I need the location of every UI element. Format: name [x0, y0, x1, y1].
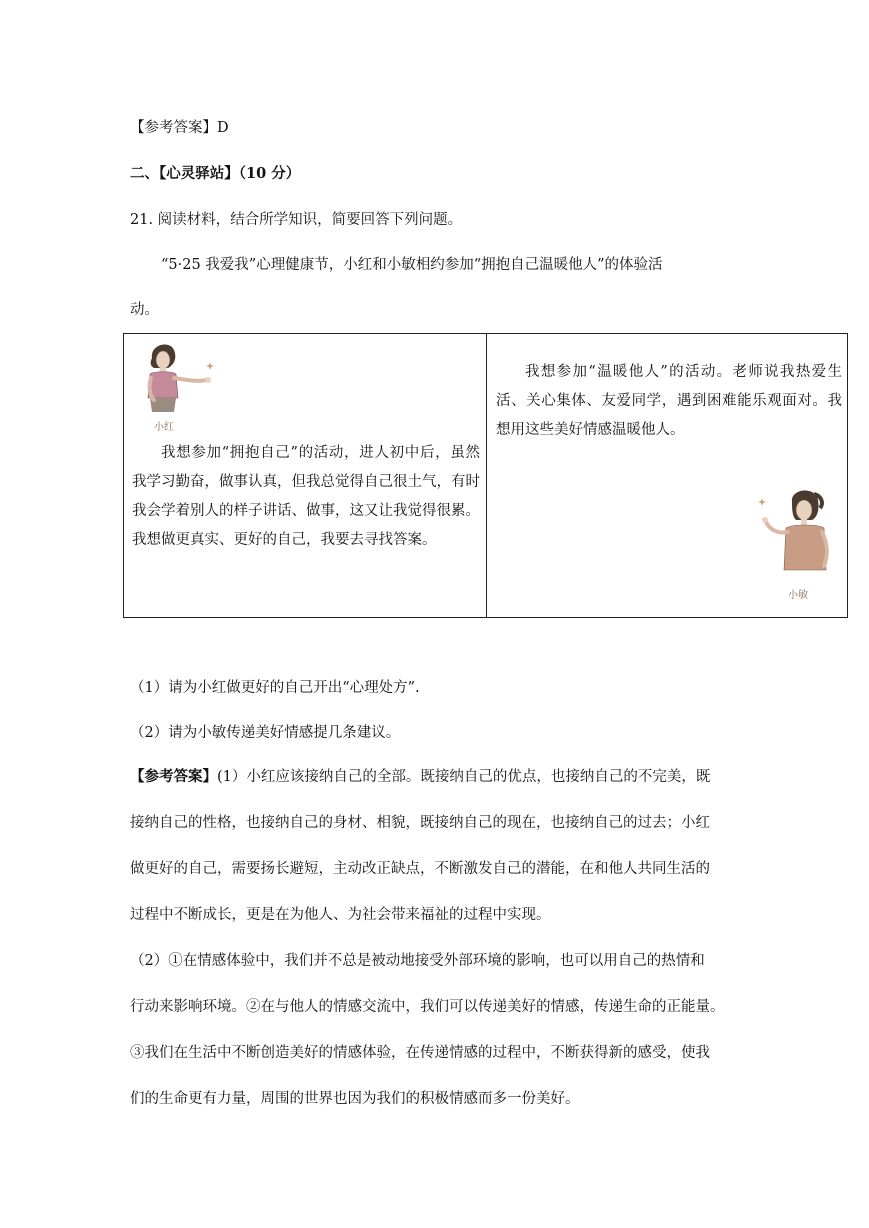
- answer-line-1: [130, 767, 710, 787]
- question-stem: 21. 阅读材料，结合所学知识，简要回答下列问题。: [130, 212, 463, 228]
- intro-line-2: 动。: [130, 302, 159, 318]
- answer-part2-line1: （2）①在情感体验中，我们并不总是被动地接受外部环境的影响，也可以用自己的热情和: [130, 953, 705, 969]
- passage-table: [123, 333, 848, 618]
- answer-part1-line2: 接纳自己的性格，也接纳自己的身材、相貌，既接纳自己的现在，也接纳自己的过去；小红: [130, 815, 710, 831]
- answer-label: 【参考答案】: [130, 768, 217, 785]
- xiaomin-text: 我想参加“温暖他人”的活动。老师说我热爱生活、关心集体、友爱同学，遇到困难能乐观面对。我想用这些美好情感温暖他人。: [496, 364, 842, 438]
- table-cell-xiaohong: [124, 334, 486, 617]
- answer-part1-line4: 过程中不断成长，更是在为他人、为社会带来福祉的过程中实现。: [130, 907, 551, 923]
- section-heading: [130, 164, 300, 184]
- answer-label: 【参考答案】: [130, 120, 217, 136]
- xiaohong-text: 我想参加“拥抱自己”的活动，进人初中后，虽然我学习勤奋，做事认真，但我总觉得自己很土气，有时我会学着别人的样子讲话、做事，这又让我觉得很累。我想做更真实、更好的自己，我要去寻找答案。: [132, 445, 480, 548]
- caption-xiaomin: 小敏: [788, 590, 808, 601]
- answer-part2-line4: 们的生命更有力量，周围的世界也因为我们的积极情感而多一份美好。: [130, 1091, 580, 1107]
- answer-part1-line1: (1）小红应该接纳自己的全部。既接纳自己的优点，也接纳自己的不完美，既: [217, 769, 711, 785]
- girl-illustration-xiaomin: [756, 486, 842, 598]
- answer-value: D: [217, 120, 229, 136]
- table-cell-xiaomin: [488, 334, 848, 617]
- answer-part2-line3: ③我们在生活中不断创造美好的情感体验，在传递情感的过程中，不断获得新的感受，使我: [130, 1045, 710, 1061]
- section-score: （10 分）: [238, 165, 301, 182]
- answer-part1-line3: 做更好的自己，需要扬长避短，主动改正缺点，不断激发自己的潜能，在和他人共同生活的: [130, 861, 710, 877]
- section-title: 二、【心灵驿站】: [130, 165, 239, 182]
- intro-line-1: “5·25 我爱我”心理健康节，小红和小敏相约参加“拥抱自己温暖他人”的体验活: [161, 257, 663, 273]
- sub-question-1: （1）请为小红做更好的自己开出“心理处方”.: [130, 680, 420, 696]
- answer-part2-line2: 行动来影响环境。②在与他人的情感交流中，我们可以传递美好的情感，传递生命的正能量。: [130, 999, 725, 1015]
- caption-xiaohong: 小红: [154, 422, 174, 433]
- sub-question-2: （2）请为小敏传递美好情感提几条建议。: [130, 725, 401, 741]
- girl-illustration-xiaohong: [138, 338, 228, 430]
- previous-answer: [130, 118, 229, 138]
